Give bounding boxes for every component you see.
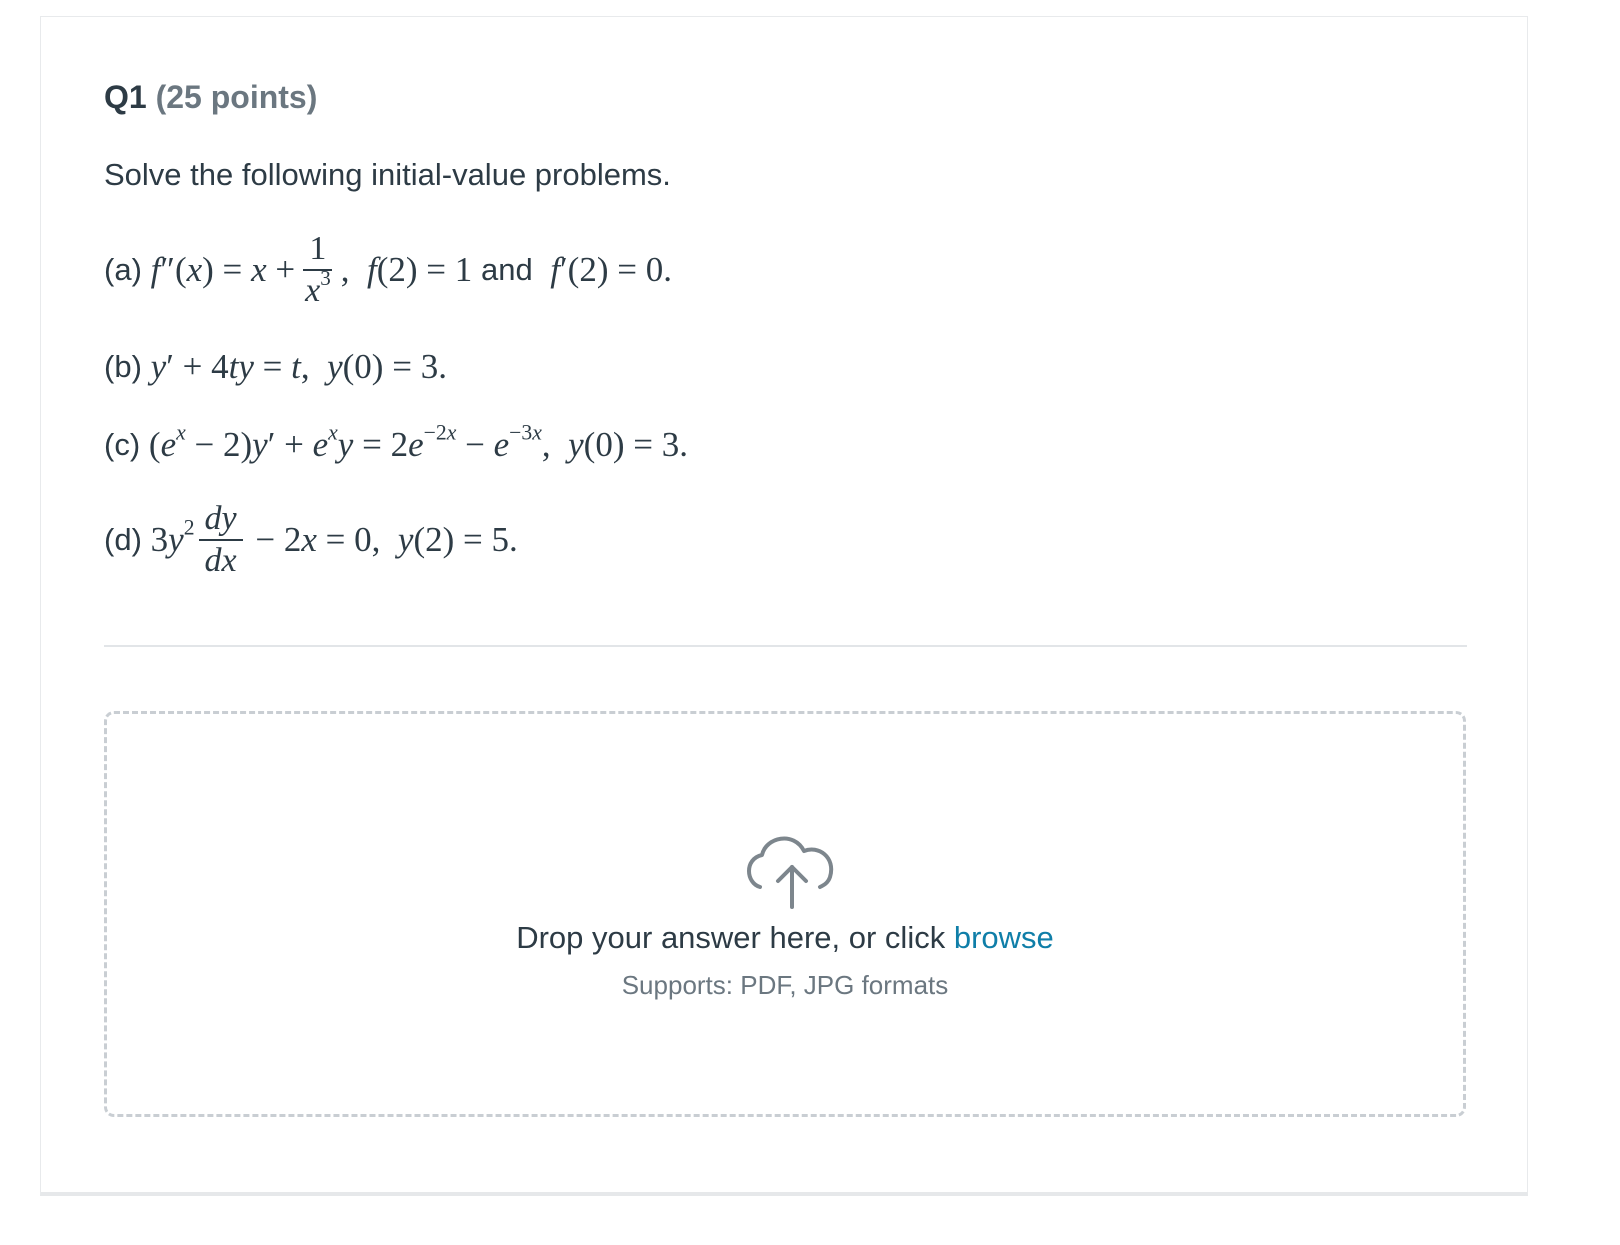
section-divider: [104, 645, 1467, 647]
problem-c: [104, 420, 688, 465]
browse-link[interactable]: browse: [953, 920, 1054, 955]
problem-b: [104, 347, 447, 387]
question-number: Q1: [104, 79, 147, 115]
problem-d-label: (d): [104, 521, 142, 557]
question-title: [104, 79, 317, 116]
problem-a: (a) f″(x) = x + $\frac{1}{x^3}$ , f(2) = 1 and f′(2) = 0.: [104, 230, 672, 309]
dropzone-instruction-text: Drop your answer here, or click: [516, 920, 946, 955]
dropzone-instruction: [107, 920, 1463, 956]
problem-b-equation: y′ + 4ty = t, y(0) = 3.: [150, 347, 447, 386]
problem-d-equation: $3y^2$: [141, 515, 195, 559]
problem-d: (d) $3y^2$ $\frac{dy}{dx}$ − 2x = 0, y(2) = 5.: [104, 500, 518, 579]
fraction-one-over-x-cubed: $\frac{1}{x^3}$: [305, 230, 331, 309]
question-points: (25 points): [155, 79, 318, 115]
problem-a-label: (a): [104, 251, 142, 287]
problem-a-and: and: [481, 251, 533, 287]
question-card: [40, 16, 1528, 1196]
supported-formats: Supports: PDF, JPG formats: [621, 970, 949, 1000]
cloud-upload-icon: [742, 829, 842, 911]
fraction-dy-dx: $\frac{dy}{dx}$: [199, 501, 243, 578]
problem-a-equation: f″(x) = x +: [150, 249, 296, 289]
problem-c-label: (c): [104, 427, 141, 462]
problem-c-equation: $(e^x - 2)y' + e^xy = 2e^{-2x} - e^{-3x}$, y(0) = 3.: [140, 420, 688, 464]
answer-dropzone[interactable]: [104, 711, 1466, 1117]
problem-b-label: (b): [104, 349, 142, 384]
question-prompt: Solve the following initial-value problems.: [104, 157, 671, 192]
